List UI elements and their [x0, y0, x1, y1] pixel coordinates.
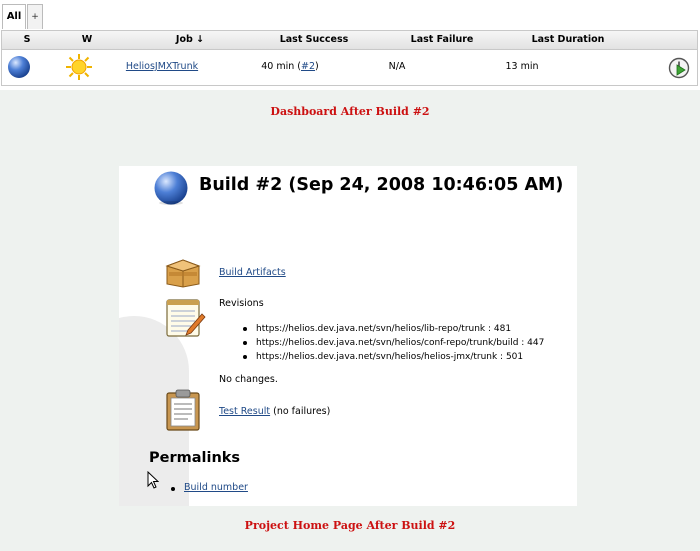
no-changes-text: No changes.: [219, 374, 278, 385]
dashboard-caption: Dashboard After Build #2: [270, 105, 430, 118]
page-title: Build #2 (Sep 24, 2008 10:46:05 AM): [199, 175, 564, 195]
permalinks-heading: Permalinks: [149, 450, 241, 466]
blue-ball-icon: [153, 170, 189, 210]
notepad-icon: [164, 297, 206, 343]
list-item: https://helios.dev.java.net/svn/helios/lib-repo/trunk : 481: [243, 322, 544, 336]
col-last-duration[interactable]: Last Duration: [531, 34, 605, 45]
build-2-link[interactable]: #2: [301, 61, 316, 72]
list-item: https://helios.dev.java.net/svn/helios/conf-repo/trunk/build : 447: [243, 336, 544, 350]
jobs-table-header: [2, 31, 697, 50]
job-link[interactable]: HeliosJMXTrunk: [125, 61, 199, 72]
tab-all[interactable]: All: [2, 4, 26, 29]
mouse-cursor-icon: [147, 471, 159, 493]
jobs-table: [1, 30, 698, 86]
permalink-item: [171, 482, 248, 493]
last-success-cell: [240, 49, 340, 85]
blue-ball-icon: [7, 55, 31, 83]
build-artifacts-row: [219, 267, 286, 278]
col-last-failure[interactable]: Last Failure: [410, 34, 474, 45]
project-page-panel: [119, 166, 577, 506]
build-number-link[interactable]: Build number: [184, 482, 248, 493]
col-status[interactable]: S: [23, 34, 31, 45]
job-name-cell: [112, 49, 212, 85]
col-last-success[interactable]: Last Success: [279, 34, 349, 45]
revisions-label: Revisions: [219, 298, 264, 309]
list-item: https://helios.dev.java.net/svn/helios/helios-jmx/trunk : 501: [243, 350, 544, 364]
sun-icon: [65, 53, 93, 85]
project-caption: Project Home Page After Build #2: [244, 519, 456, 532]
tab-add-view[interactable]: +: [27, 4, 43, 29]
test-result-link[interactable]: Test Result: [219, 406, 271, 417]
last-failure-cell: N/A: [388, 61, 406, 72]
test-result-suffix: (no failures): [270, 406, 331, 417]
package-box-icon: [163, 256, 203, 292]
last-success-prefix: 40 min (: [261, 61, 301, 72]
clipboard-icon: [163, 388, 203, 436]
build-artifacts-link[interactable]: Build Artifacts: [219, 267, 286, 278]
test-result-row: [219, 406, 330, 417]
last-success-suffix: ): [315, 61, 319, 72]
schedule-build-icon[interactable]: [668, 57, 690, 83]
revisions-list: [243, 322, 544, 364]
col-weather[interactable]: W: [81, 34, 93, 45]
last-duration-cell: 13 min: [505, 61, 539, 72]
col-job[interactable]: Job ↓: [175, 34, 205, 45]
dashboard-panel: [0, 0, 700, 90]
